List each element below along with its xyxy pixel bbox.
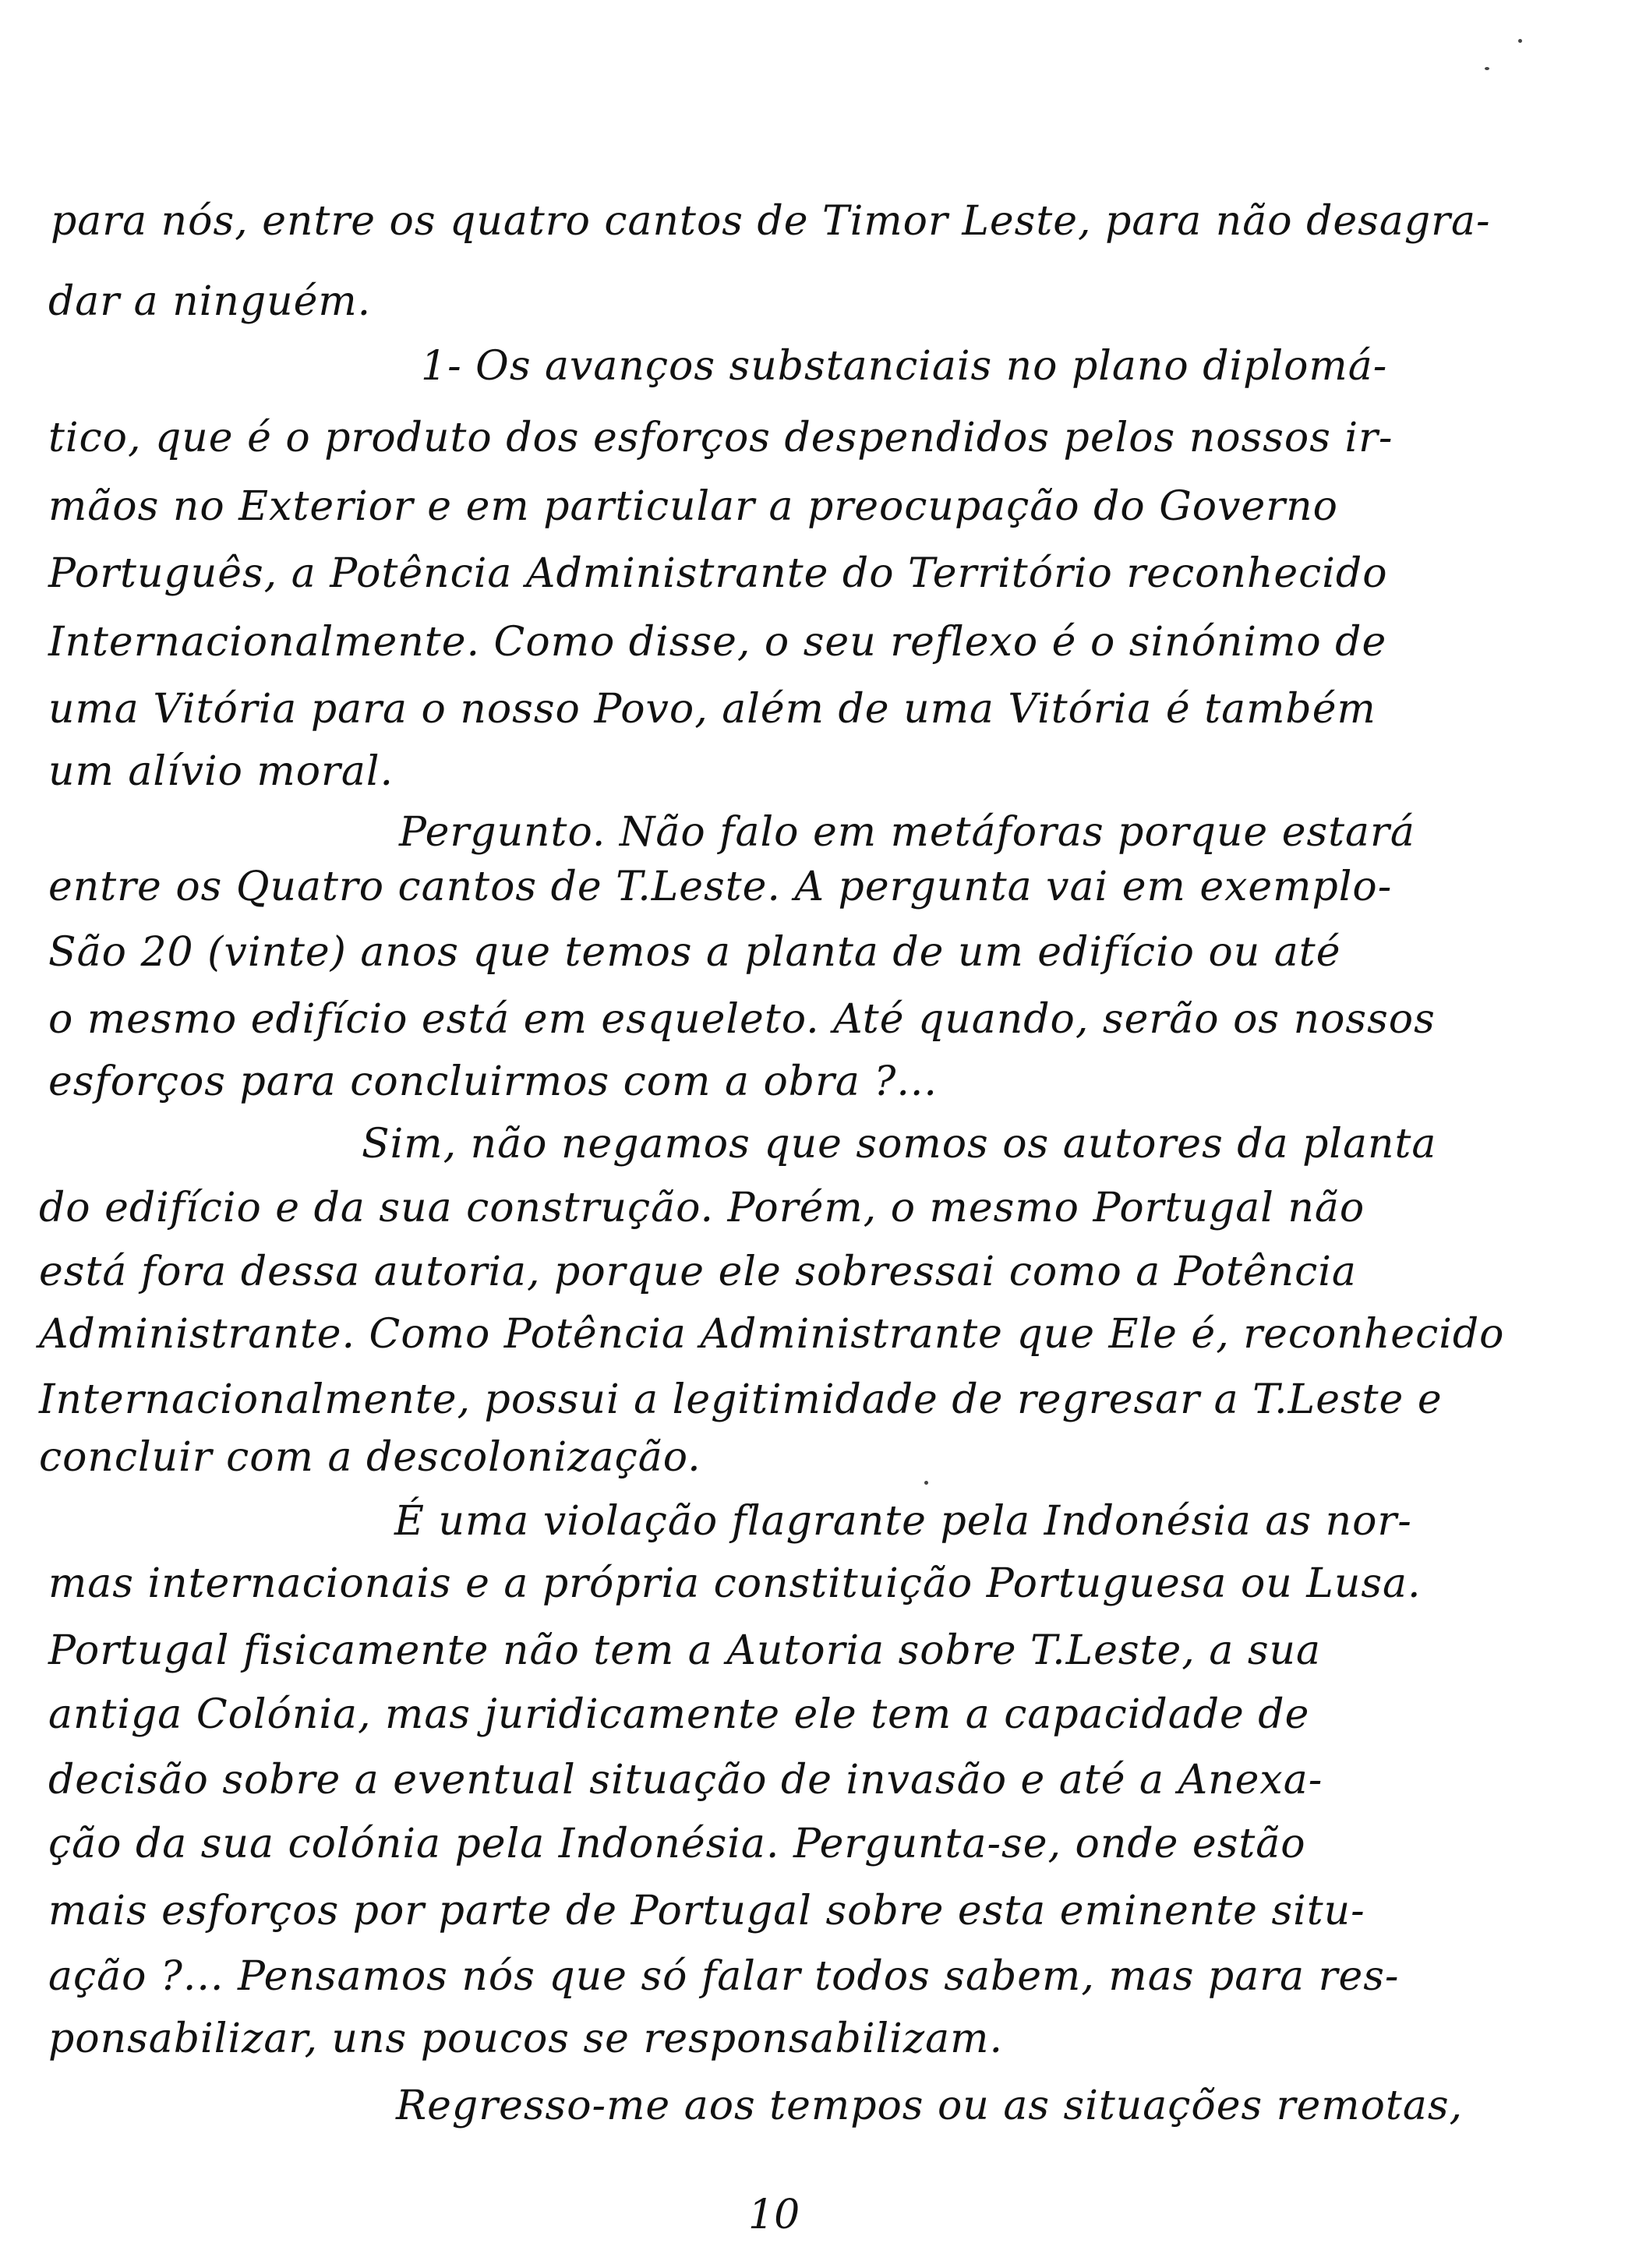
text-line: Regresso-me aos tempos ou as situações remotas, <box>396 2083 1464 2129</box>
text-line: ação ?... Pensamos nós que só falar todos sabem, mas para res- <box>48 1953 1400 2000</box>
ink-speck <box>1518 39 1522 43</box>
text-line: do edifício e da sua construção. Porém, o mesmo Portugal não <box>39 1185 1365 1231</box>
text-line: está fora dessa autoria, porque ele sobressai como a Potência <box>39 1249 1357 1295</box>
page-number: 10 <box>748 2192 800 2238</box>
text-line: esforços para concluirmos com a obra ?... <box>48 1058 938 1105</box>
text-line: Portugal fisicamente não tem a Autoria sobre T.Leste, a sua <box>48 1627 1322 1674</box>
text-line: tico, que é o produto dos esforços despendidos pelos nossos ir- <box>48 415 1393 461</box>
text-line: É uma violação flagrante pela Indonésia as nor- <box>394 1498 1412 1545</box>
text-line: um alívio moral. <box>48 748 394 795</box>
text-line: São 20 (vinte) anos que temos a planta de um edifício ou até <box>48 929 1341 976</box>
text-line: mãos no Exterior e em particular a preocupação do Governo <box>48 483 1338 530</box>
text-line: Sim, não negamos que somos os autores da planta <box>362 1121 1437 1168</box>
text-line: para nós, entre os quatro cantos de Timor Leste, para não desagra- <box>51 198 1491 245</box>
text-line: entre os Quatro cantos de T.Leste. A pergunta vai em exemplo- <box>48 864 1393 910</box>
text-line: mas internacionais e a própria constituição Portuguesa ou Lusa. <box>48 1560 1422 1607</box>
ink-speck <box>924 1481 928 1485</box>
text-line: concluir com a descolonização. <box>39 1434 701 1481</box>
text-line: Pergunto. Não falo em metáforas porque estará <box>399 809 1415 856</box>
text-line: Português, a Potência Administrante do Território reconhecido <box>48 550 1388 597</box>
text-line: dar a ninguém. <box>48 278 372 325</box>
text-line: Internacionalmente, possui a legitimidade de regresar a T.Leste e <box>39 1376 1443 1423</box>
text-line: decisão sobre a eventual situação de invasão e até a Anexa- <box>48 1757 1323 1803</box>
text-line: uma Vitória para o nosso Povo, além de uma Vitória é também <box>48 686 1376 733</box>
text-line: o mesmo edifício está em esqueleto. Até quando, serão os nossos <box>48 996 1436 1043</box>
text-line: 1- Os avanços substanciais no plano diplomá- <box>421 343 1388 390</box>
text-line: ção da sua colónia pela Indonésia. Pergunta-se, onde estão <box>48 1821 1306 1867</box>
text-line: Internacionalmente. Como disse, o seu reflexo é o sinónimo de <box>48 619 1387 666</box>
ink-speck <box>1485 67 1489 70</box>
text-line: Administrante. Como Potência Administrante que Ele é, reconhecido <box>39 1311 1505 1358</box>
text-line: ponsabilizar, uns poucos se responsabilizam. <box>48 2015 1003 2062</box>
text-line: mais esforços por parte de Portugal sobre esta eminente situ- <box>48 1888 1365 1934</box>
text-line: antiga Colónia, mas juridicamente ele tem a capacidade de <box>48 1691 1310 1738</box>
